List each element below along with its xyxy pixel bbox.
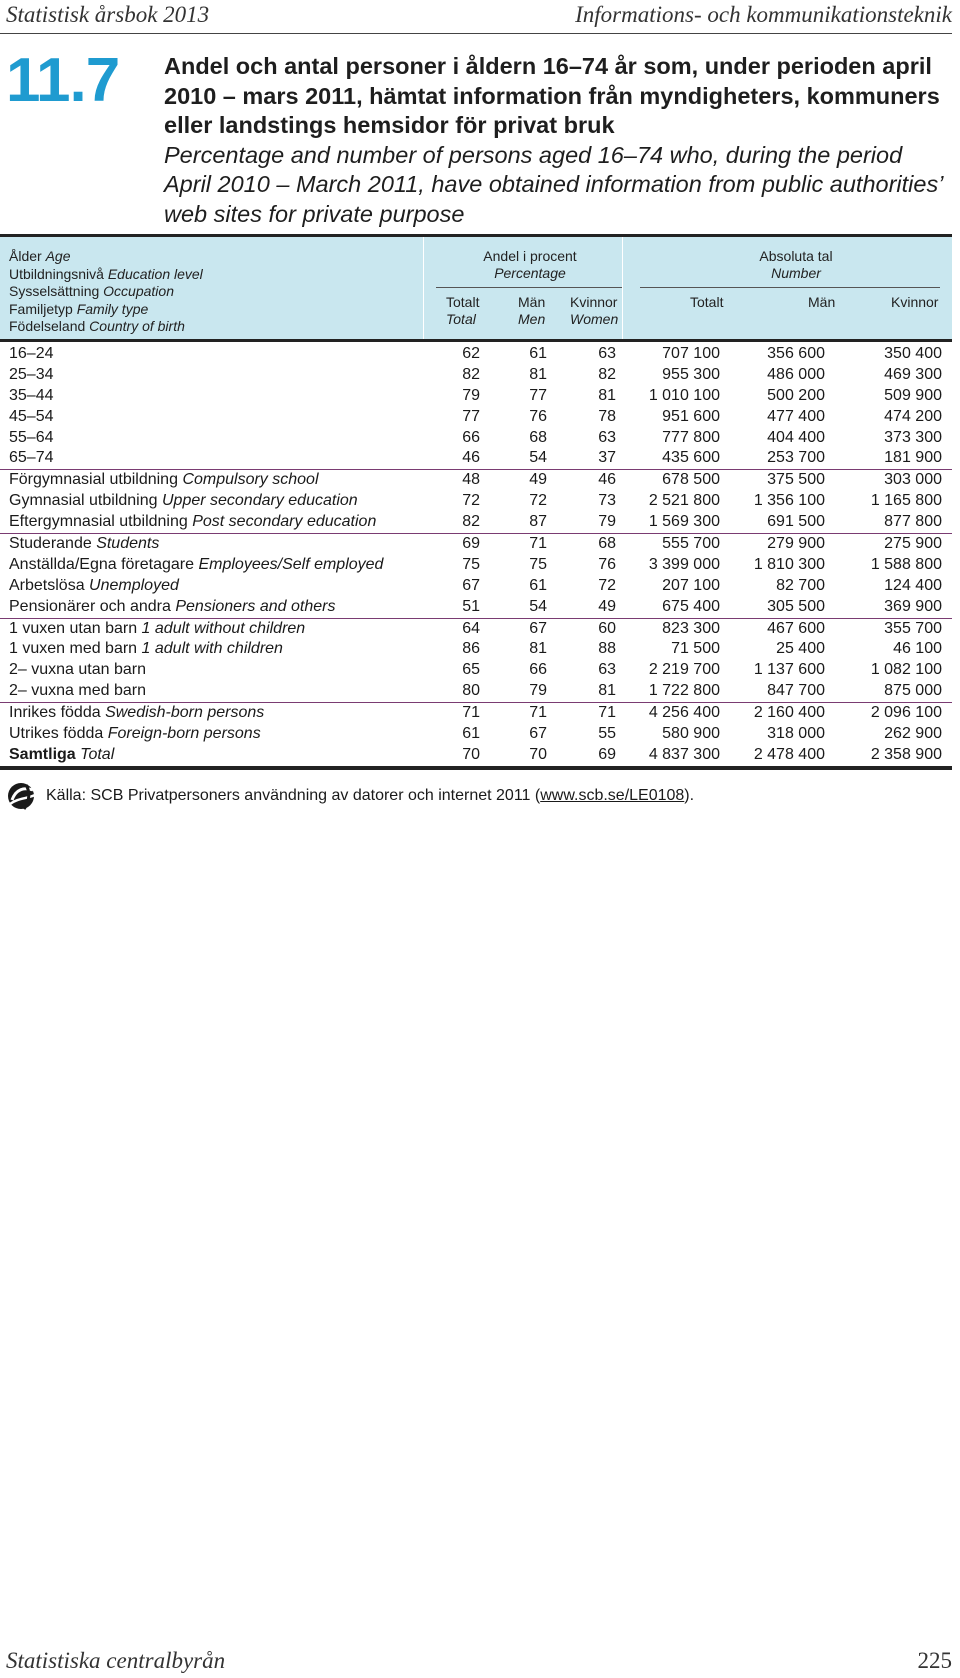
col-abs-men: Män (808, 294, 836, 310)
table-row: 16–24 62 61 63 707 100 356 600 350 400 (0, 344, 952, 365)
page-number: 225 (917, 1648, 952, 1673)
row-label: 2– vuxna med barn (9, 682, 146, 700)
col-abs-total: Totalt (690, 294, 724, 310)
scb-logo-icon (6, 781, 40, 811)
row-label: 16–24 (9, 345, 54, 362)
row-label: Samtliga Total (9, 745, 115, 763)
group-rule-number (640, 287, 940, 288)
table-header (0, 234, 952, 342)
table-row: Pensionärer och andra Pensioners and others 51 54 49 675 400 305 500 369 900 (0, 597, 952, 618)
row-label: 2– vuxna utan barn (9, 661, 146, 679)
row-label: Arbetslösa Unemployed (9, 576, 179, 594)
running-head-right: Informations- och kommunikationsteknik (575, 2, 952, 27)
group-percentage: Andel i procent Percentage (483, 248, 577, 281)
row-label: 65–74 (9, 449, 54, 467)
stub-line-birth: Födelseland Country of birth (9, 318, 185, 335)
table-number: 11.7 (6, 46, 120, 115)
table-bottom-rule (0, 766, 952, 770)
table-row: 35–44 79 77 81 1 010 100 500 200 509 900 (0, 386, 952, 407)
table-row: 45–54 77 76 78 951 600 477 400 474 200 (0, 407, 952, 428)
stub-header (9, 248, 203, 336)
table-row: Studerande Students 69 71 68 555 700 279 900 275 900 (0, 533, 952, 555)
table-row: 25–34 82 81 82 955 300 486 000 469 300 (0, 365, 952, 386)
row-label: Inrikes födda Swedish-born persons (9, 704, 265, 722)
row-label: Studerande Students (9, 535, 160, 553)
stub-line-education: Utbildningsnivå Education level (9, 265, 203, 282)
col-abs-women: Kvinnor (891, 294, 939, 310)
footer-publisher: Statistiska centralbyrån (6, 1648, 226, 1673)
table-row: Eftergymnasial utbildning Post secondary education 82 87 79 1 569 300 691 500 877 800 (0, 512, 952, 533)
row-label: Pensionärer och andra Pensioners and others (9, 597, 336, 615)
col-pct-men: Män Men (518, 294, 546, 327)
table-row: 2– vuxna med barn 80 79 81 1 722 800 847 700 875 000 (0, 681, 952, 702)
table-row: Förgymnasial utbildning Compulsory school 48 49 46 678 500 375 500 303 000 (0, 469, 952, 491)
title-swedish: Andel och antal personer i åldern 16–74 år som, under perioden april 2010 – mars 2011, hämtat information från myndigheters, kommuners eller landstings hemsidor för privat bruk (164, 53, 940, 138)
row-label: Gymnasial utbildning Upper secondary education (9, 492, 358, 510)
row-label: Anställda/Egna företagare Employees/Self employed (9, 555, 384, 573)
table-row: 1 vuxen med barn 1 adult with children 86 81 88 71 500 25 400 46 100 (0, 639, 952, 660)
row-label: Eftergymnasial utbildning Post secondary education (9, 513, 377, 531)
row-label: 45–54 (9, 407, 54, 425)
title-english: Percentage and number of persons aged 16–74 who, during the period April 2010 – March 2011, have obtained information from public authorities’ web sites for private purpose (164, 141, 943, 227)
stub-line-age: Ålder Age (9, 248, 71, 264)
header-divider (423, 237, 424, 339)
running-head-left: Statistisk årsbok 2013 (6, 2, 210, 27)
group-rule-percentage (436, 287, 622, 288)
col-pct-total: Totalt Total (446, 294, 480, 327)
row-label: 1 vuxen utan barn 1 adult without children (9, 619, 306, 637)
group-number: Absoluta tal Number (759, 248, 833, 281)
table-row: Gymnasial utbildning Upper secondary education 72 72 73 2 521 800 1 356 100 1 165 800 (0, 491, 952, 512)
table-row: Inrikes födda Swedish-born persons 71 71 71 4 256 400 2 160 400 2 096 100 (0, 702, 952, 724)
running-head (0, 0, 952, 34)
row-label: 25–34 (9, 365, 54, 383)
table-row: 65–74 46 54 37 435 600 253 700 181 900 (0, 448, 952, 469)
table-row: 1 vuxen utan barn 1 adult without children 64 67 60 823 300 467 600 355 700 (0, 618, 952, 640)
table-row-total: Samtliga Total 70 70 69 4 837 300 2 478 400 2 358 900 (0, 745, 952, 766)
row-label: 55–64 (9, 428, 54, 446)
table-body (0, 344, 952, 766)
row-label: 35–44 (9, 386, 54, 404)
table-row: 55–64 66 68 63 777 800 404 400 373 300 (0, 428, 952, 449)
row-label: Utrikes födda Foreign-born persons (9, 725, 261, 743)
row-label: 1 vuxen med barn 1 adult with children (9, 640, 283, 658)
page-footer (0, 1646, 952, 1676)
col-pct-women: Kvinnor Women (570, 294, 619, 327)
stub-line-family: Familjetyp Family type (9, 300, 149, 317)
source-link[interactable]: www.scb.se/LE0108 (540, 787, 685, 804)
row-label: Förgymnasial utbildning Compulsory school (9, 471, 319, 489)
table-titles (164, 52, 954, 229)
table-row: Anställda/Egna företagare Employees/Self employed 75 75 76 3 399 000 1 810 300 1 588 800 (0, 555, 952, 576)
table-row: 2– vuxna utan barn 65 66 63 2 219 700 1 137 600 1 082 100 (0, 660, 952, 681)
stub-line-occupation: Sysselsättning Occupation (9, 283, 174, 300)
table-row: Arbetslösa Unemployed 67 61 72 207 100 82 700 124 400 (0, 576, 952, 597)
table-row: Utrikes födda Foreign-born persons 61 67 55 580 900 318 000 262 900 (0, 724, 952, 745)
